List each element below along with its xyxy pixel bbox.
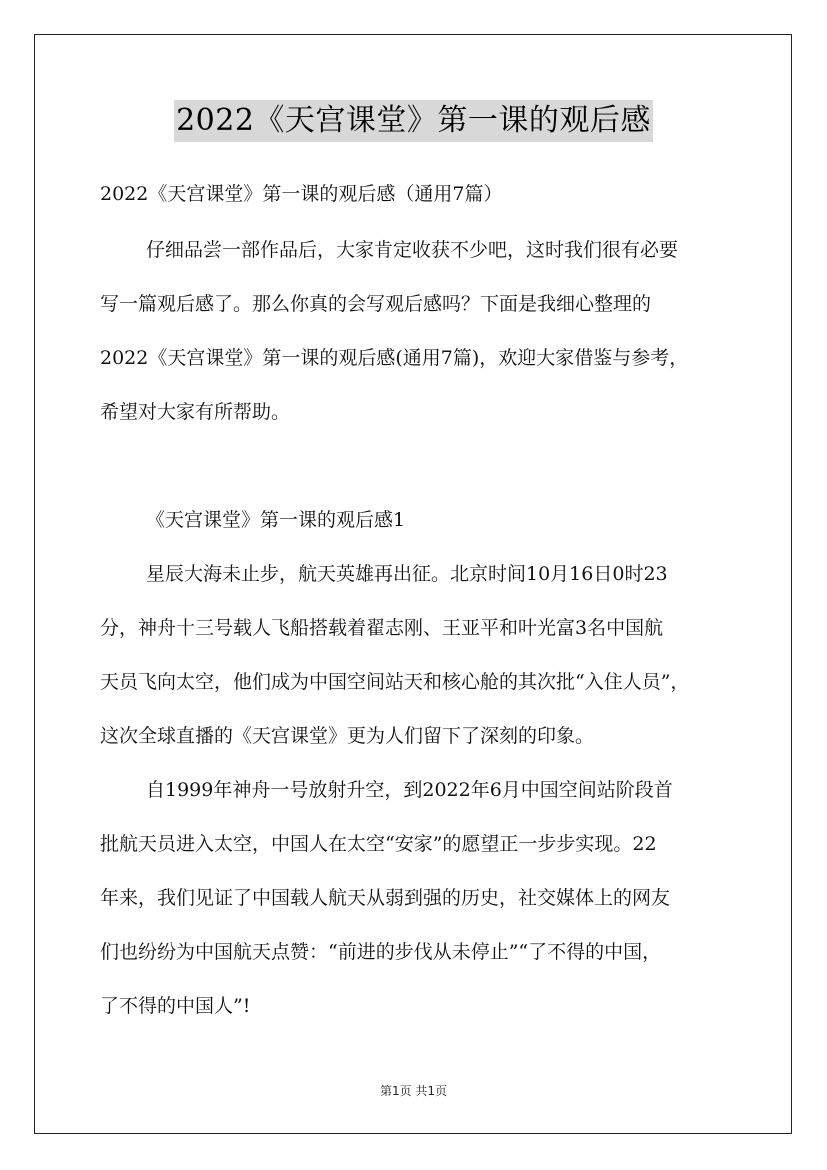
paragraph2-line-1: 自1999年神舟一号放射升空，到2022年6月中国空间站阶段首 <box>146 779 673 801</box>
intro-line-4: 希望对大家有所帮助。 <box>100 401 291 423</box>
paragraph2-line-5: 了不得的中国人”! <box>100 995 251 1017</box>
paragraph2-line-2: 批航天员进入太空，中国人在太空“安家”的愿望正一步步实现。22 <box>100 833 657 855</box>
paragraph1-line-1: 星辰大海未止步，航天英雄再出征。北京时间10月16日0时23 <box>146 563 668 585</box>
paragraph1-line-3: 天员飞向太空，他们成为中国空间站天和核心舱的其次批“入住人员”， <box>100 671 690 693</box>
paragraph2-line-3: 年来，我们见证了中国载人航天从弱到强的历史，社交媒体上的网友 <box>100 887 671 909</box>
intro-line-1: 仔细品尝一部作品后，大家肯定收获不少吧，这时我们很有必要 <box>146 239 679 261</box>
document-subtitle: 2022《天宫课堂》第一课的观后感（通用7篇） <box>100 183 503 205</box>
paragraph1-line-2: 分，神舟十三号载人飞船搭载着翟志刚、王亚平和叶光富3名中国航 <box>100 617 664 639</box>
paragraph1-line-4: 这次全球直播的《天宫课堂》更为人们留下了深刻的印象。 <box>100 725 595 747</box>
title-container <box>0 100 827 142</box>
paragraph2-line-4: 们也纷纷为中国航天点赞：“前进的步伐从未停止”“了不得的中国， <box>100 941 662 963</box>
document-title: 2022《天宫课堂》第一课的观后感 <box>174 100 653 142</box>
section-heading: 《天宫课堂》第一课的观后感1 <box>146 509 406 531</box>
intro-line-3: 2022《天宫课堂》第一课的观后感(通用7篇)，欢迎大家借鉴与参考， <box>100 347 689 369</box>
page-number-footer: 第1页 共1页 <box>379 1084 448 1098</box>
intro-line-2: 写一篇观后感了。那么你真的会写观后感吗？下面是我细心整理的 <box>100 293 652 315</box>
